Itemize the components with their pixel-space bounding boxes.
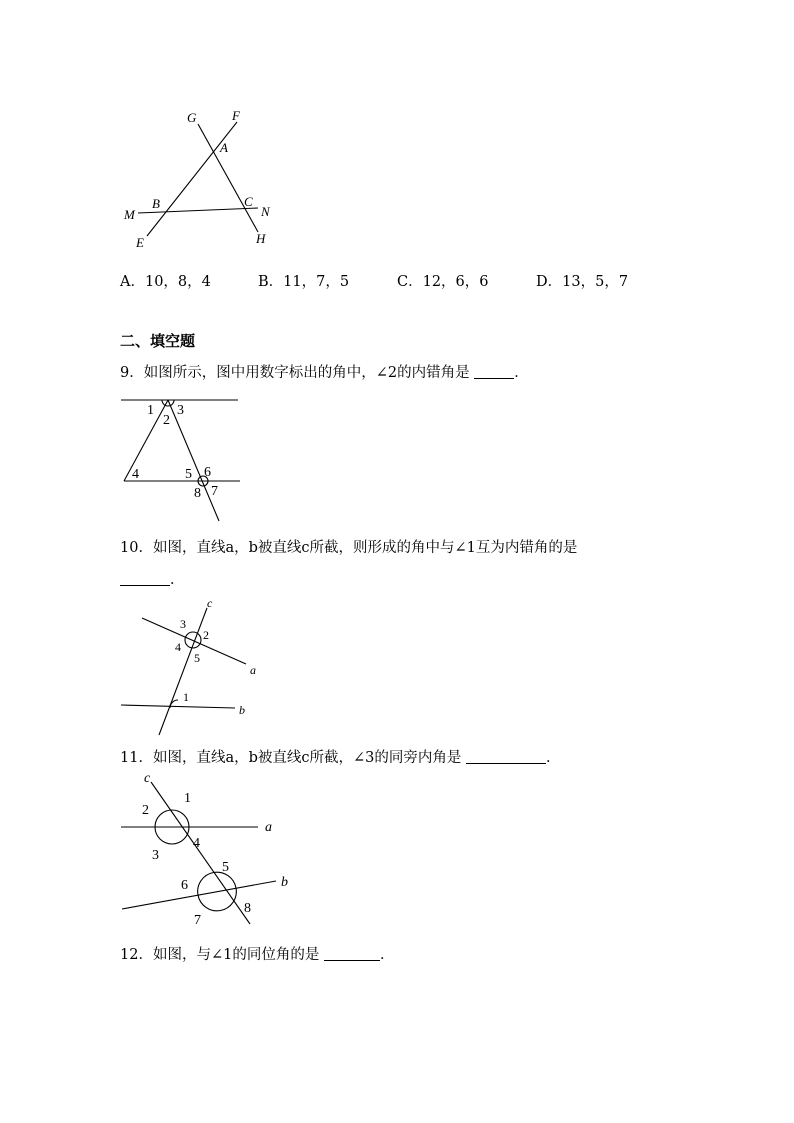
- q9-label-5: 5: [185, 467, 192, 482]
- q10-label-1: 1: [183, 690, 189, 704]
- q11-label-a: a: [265, 820, 272, 835]
- label-c: C: [244, 194, 253, 209]
- question-9-text: 9．如图所示，图中用数字标出的角中，∠2的内错角是: [120, 365, 470, 381]
- q9-label-2: 2: [163, 413, 170, 428]
- q10-label-2: 2: [203, 628, 209, 642]
- answer-blank-12[interactable]: [324, 946, 380, 961]
- question-11-end: ．: [545, 750, 561, 766]
- figure-q11: [0, 770, 794, 935]
- label-n: N: [261, 204, 270, 219]
- question-10-end: ．: [170, 572, 185, 588]
- question-11-text: 11．如图，直线a，b被直线c所截，∠3的同旁内角是: [120, 750, 462, 766]
- option-a-text: 10，8，4: [144, 274, 211, 290]
- label-m: M: [124, 207, 135, 222]
- q9-label-3: 3: [177, 403, 184, 418]
- label-f: F: [232, 108, 240, 123]
- answer-blank-9[interactable]: [474, 364, 514, 379]
- option-d-letter: D．: [536, 274, 563, 290]
- figure-q9: [0, 380, 794, 530]
- q11-label-1: 1: [184, 791, 191, 806]
- q11-label-8: 8: [244, 901, 251, 916]
- question-12: [120, 946, 394, 964]
- question-12-end: ．: [379, 947, 395, 963]
- q11-label-c: c: [144, 771, 151, 786]
- q11-label-3: 3: [152, 848, 159, 863]
- label-h: H: [256, 231, 266, 246]
- figure-q10: [0, 590, 794, 740]
- q11-label-b: b: [281, 875, 288, 890]
- question-9-end: ．: [514, 365, 529, 381]
- answer-blank-11[interactable]: [466, 749, 546, 764]
- question-10-answer-line: [120, 571, 185, 589]
- option-b-text: 11，7，5: [283, 274, 350, 290]
- option-c-letter: C．: [397, 274, 423, 290]
- figure-q8-triangle: [0, 0, 794, 260]
- answer-blank-10[interactable]: [120, 571, 170, 586]
- q11-label-2: 2: [142, 803, 149, 818]
- option-d-text: 13，5，7: [562, 274, 629, 290]
- label-b: B: [152, 196, 160, 211]
- label-e: E: [136, 235, 144, 250]
- q10-label-c: c: [207, 596, 213, 610]
- q11-label-4: 4: [193, 836, 200, 851]
- question-10: [120, 539, 577, 557]
- q11-label-6: 6: [181, 878, 188, 893]
- option-b-letter: B．: [258, 274, 284, 290]
- q10-label-5: 5: [194, 651, 200, 665]
- q9-label-8: 8: [194, 486, 201, 501]
- option-c-text: 12，6，6: [422, 274, 489, 290]
- section-title: 二、填空题: [120, 332, 196, 350]
- option-a-letter: A．: [120, 274, 145, 290]
- label-g: G: [187, 110, 197, 125]
- q9-label-7: 7: [211, 484, 218, 499]
- question-10-text: 10．如图，直线a，b被直线c所截，则形成的角中与∠1互为内错角的是: [120, 540, 578, 556]
- q10-label-b: b: [239, 703, 245, 717]
- q9-label-4: 4: [132, 467, 139, 482]
- q10-label-3: 3: [180, 617, 186, 631]
- question-12-text: 12．如图，与∠1的同位角的是: [120, 947, 320, 963]
- q9-label-6: 6: [204, 465, 211, 480]
- q10-label-a: a: [250, 663, 256, 677]
- q10-label-4: 4: [175, 640, 181, 654]
- q11-label-5: 5: [222, 860, 229, 875]
- option-b[interactable]: [258, 270, 349, 291]
- option-d[interactable]: [536, 270, 628, 291]
- q11-label-7: 7: [194, 913, 201, 928]
- option-a[interactable]: [120, 270, 211, 291]
- line-gh: [198, 124, 258, 232]
- q9-label-1: 1: [147, 403, 154, 418]
- option-c[interactable]: [397, 270, 489, 291]
- question-11: [120, 749, 560, 767]
- label-a: A: [220, 140, 228, 155]
